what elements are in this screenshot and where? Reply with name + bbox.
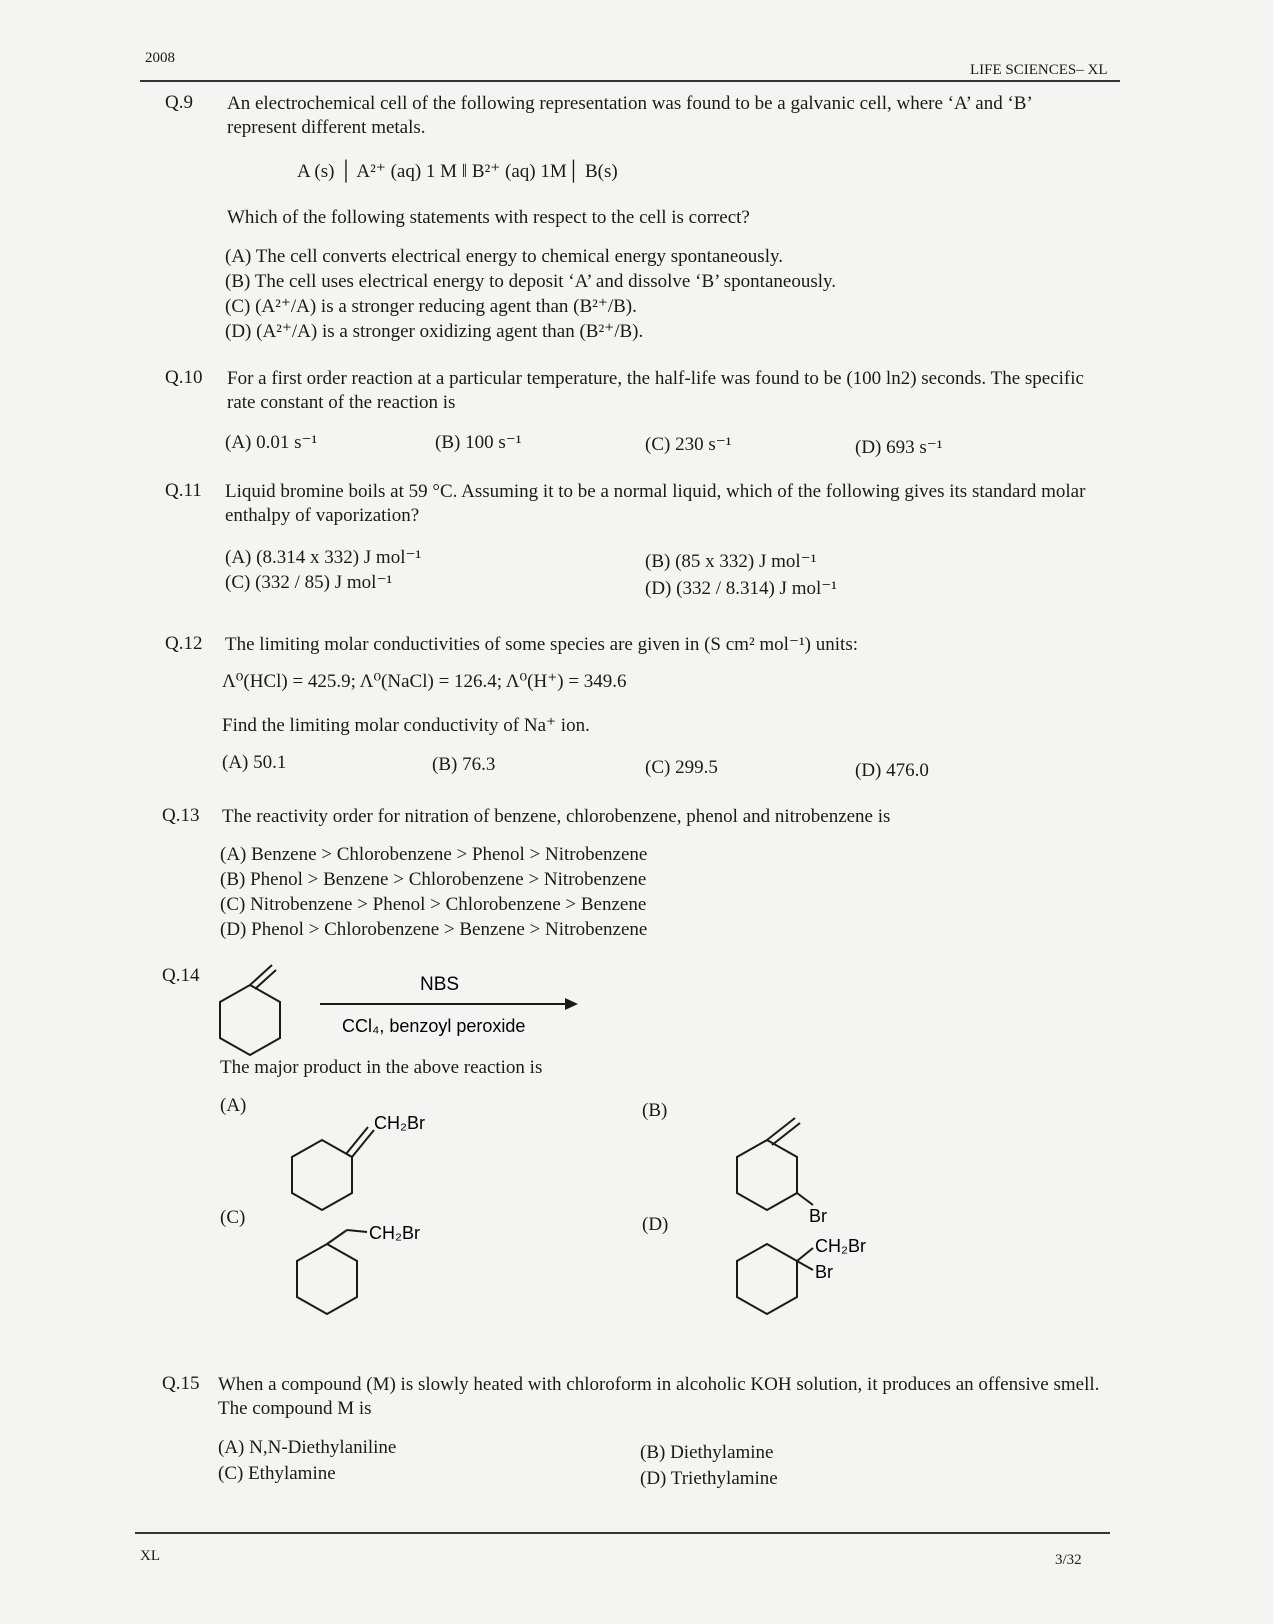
q14-option-d-label: (D): [642, 1214, 669, 1235]
q12-text: The limiting molar conductivities of some species are given in (S cm² mol⁻¹) units:: [225, 634, 858, 655]
page-number: 3/32: [1055, 1552, 1082, 1568]
reagent-conditions: CCl₄, benzoyl peroxide: [342, 1016, 526, 1036]
q13-option-d: (D) Phenol > Chlorobenzene > Benzene > Nitrobenzene: [220, 919, 648, 940]
q11-option-b: (B) (85 x 332) J mol⁻¹: [645, 551, 817, 572]
q9-number: Q.9: [165, 92, 193, 113]
exam-year: 2008: [145, 50, 175, 66]
q14-structure-c: [295, 1222, 455, 1322]
q12-option-b: (B) 76.3: [432, 754, 496, 775]
q11-number: Q.11: [165, 480, 202, 501]
paper-code: XL: [140, 1548, 160, 1564]
q13-option-a: (A) Benzene > Chlorobenzene > Phenol > Nitrobenzene: [220, 844, 648, 865]
q15-option-b: (B) Diethylamine: [640, 1442, 774, 1463]
q11-option-c: (C) (332 / 85) J mol⁻¹: [225, 572, 393, 593]
q14-number: Q.14: [162, 965, 200, 986]
q13-number: Q.13: [162, 805, 200, 826]
ch2br-label: CH₂Br: [815, 1236, 866, 1256]
q11-option-d: (D) (332 / 8.314) J mol⁻¹: [645, 578, 837, 599]
q15-text: When a compound (M) is slowly heated with chloroform in alcoholic KOH solution, it produces an offensive smell. The compound M is: [218, 1374, 1100, 1419]
q14-option-c-label: (C): [220, 1207, 246, 1228]
q15-option-c: (C) Ethylamine: [218, 1463, 336, 1484]
reaction-arrowhead: [565, 998, 578, 1010]
q9-option-a: (A) The cell converts electrical energy to chemical energy spontaneously.: [225, 246, 783, 267]
q13-option-c: (C) Nitrobenzene > Phenol > Chlorobenzene > Benzene: [220, 894, 647, 915]
q14-structure-a: [290, 1110, 470, 1215]
q10-option-c: (C) 230 s⁻¹: [645, 434, 732, 455]
q14-option-b-label: (B): [642, 1100, 668, 1121]
q13-option-b: (B) Phenol > Benzene > Chlorobenzene > Nitrobenzene: [220, 869, 647, 890]
q11-option-a: (A) (8.314 x 332) J mol⁻¹: [225, 547, 422, 568]
q10-option-b: (B) 100 s⁻¹: [435, 432, 522, 453]
q9-question: Which of the following statements with respect to the cell is correct?: [227, 207, 750, 228]
q9-text: An electrochemical cell of the following representation was found to be a galvanic cell, where ‘A’ and ‘B’ represent different metals.: [227, 93, 1032, 138]
br-label: Br: [815, 1262, 833, 1282]
q12-values: Λ⁰(HCl) = 425.9; Λ⁰(NaCl) = 126.4; Λ⁰(H⁺) = 349.6: [222, 671, 627, 692]
br-label: Br: [809, 1206, 827, 1225]
q12-number: Q.12: [165, 633, 203, 654]
reagent-nbs: NBS: [420, 974, 460, 995]
q14-option-a-label: (A): [220, 1095, 247, 1116]
q9-option-d: (D) (A²⁺/A) is a stronger oxidizing agent than (B²⁺/B).: [225, 321, 644, 342]
q12-option-a: (A) 50.1: [222, 752, 287, 773]
q12-option-c: (C) 299.5: [645, 757, 718, 778]
q9-cell-notation: A (s) │ A²⁺ (aq) 1 M ‖ B²⁺ (aq) 1M│ B(s): [297, 161, 618, 182]
q9-option-b: (B) The cell uses electrical energy to deposit ‘A’ and dissolve ‘B’ spontaneously.: [225, 271, 837, 292]
q10-option-d: (D) 693 s⁻¹: [855, 437, 943, 458]
q13-text: The reactivity order for nitration of benzene, chlorobenzene, phenol and nitrobenzene is: [222, 806, 891, 827]
q14-structure-d: [725, 1222, 895, 1322]
q10-number: Q.10: [165, 367, 203, 388]
q12-question: Find the limiting molar conductivity of Na⁺ ion.: [222, 715, 590, 736]
q10-text: For a first order reaction at a particular temperature, the half-life was found to be (100 ln2) seconds. The specific rate constant of the reaction is: [227, 368, 1084, 413]
ch2br-label: CH₂Br: [374, 1113, 425, 1133]
subject-title: LIFE SCIENCES– XL: [970, 62, 1108, 78]
q12-option-d: (D) 476.0: [855, 760, 929, 781]
methylenecyclohexane-structure: [220, 965, 280, 1055]
q15-number: Q.15: [162, 1373, 200, 1394]
footer-rule: [135, 1532, 1110, 1534]
q11-text: Liquid bromine boils at 59 °C. Assuming it to be a normal liquid, which of the following gives its standard molar enthalpy of vaporization?: [225, 481, 1086, 526]
header-rule: [140, 80, 1120, 82]
ch2br-label: CH₂Br: [369, 1223, 420, 1243]
q14-question: The major product in the above reaction is: [220, 1057, 543, 1078]
q15-option-a: (A) N,N-Diethylaniline: [218, 1437, 397, 1458]
q9-option-c: (C) (A²⁺/A) is a stronger reducing agent than (B²⁺/B).: [225, 296, 637, 317]
q10-option-a: (A) 0.01 s⁻¹: [225, 432, 318, 453]
q14-reaction-scheme: [210, 960, 590, 1070]
q15-option-d: (D) Triethylamine: [640, 1468, 778, 1489]
q14-structure-b: [725, 1110, 875, 1225]
